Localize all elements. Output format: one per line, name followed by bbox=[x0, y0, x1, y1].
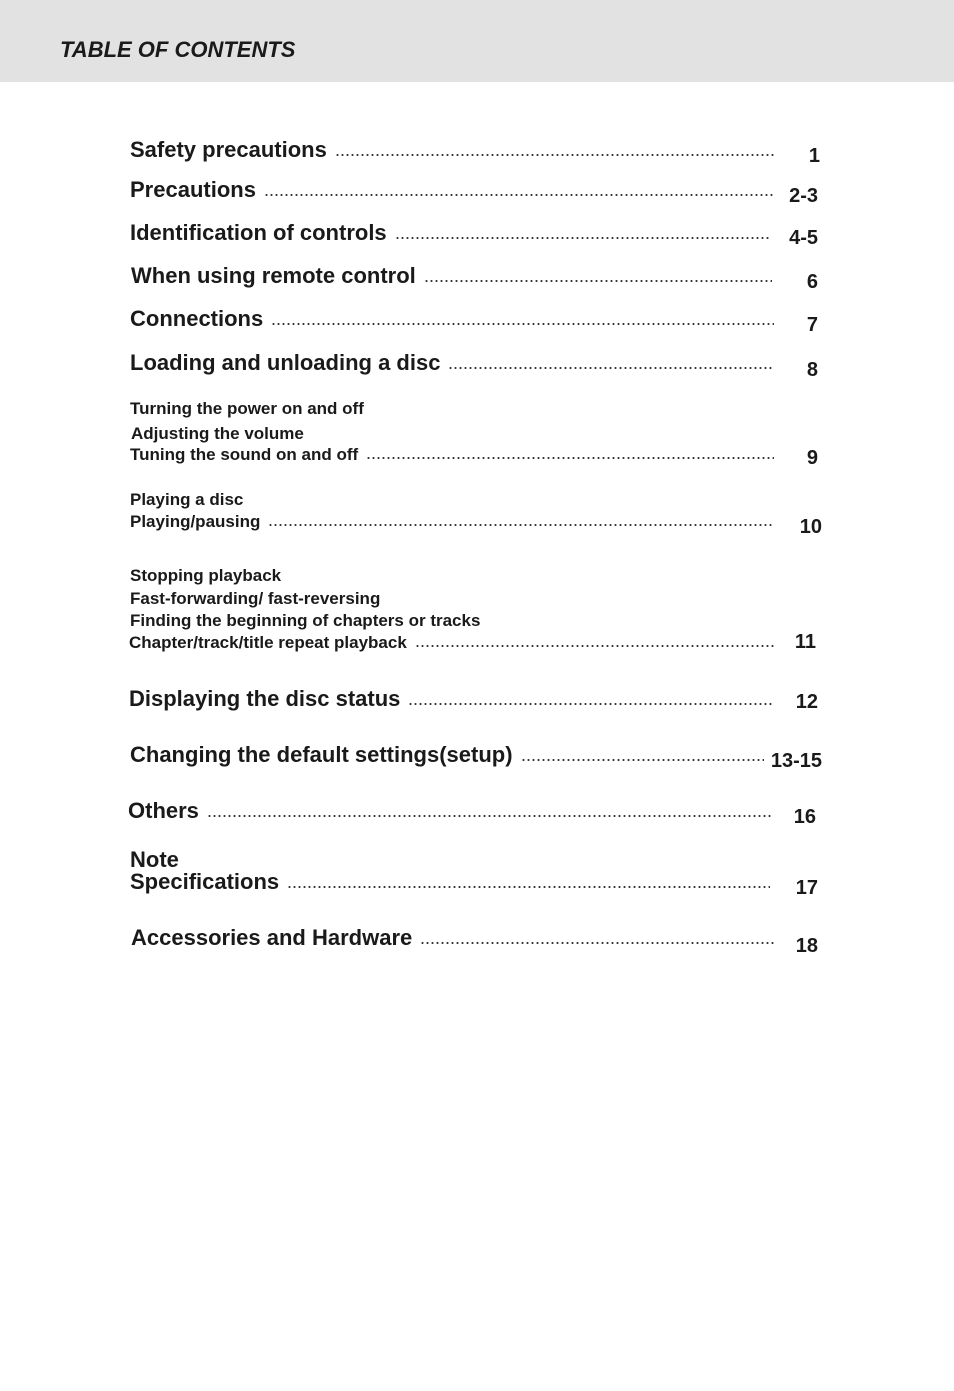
dot-leader bbox=[420, 941, 774, 945]
toc-entry-playing-pausing[interactable] bbox=[130, 511, 774, 532]
toc-entry-accessories[interactable] bbox=[131, 925, 774, 951]
toc-subentry-adjusting-volume[interactable]: Adjusting the volume bbox=[131, 424, 304, 443]
toc-subentry-finding-chapters[interactable]: Finding the beginning of chapters or tracks bbox=[130, 611, 481, 630]
toc-entry-connections[interactable] bbox=[130, 306, 774, 332]
toc-page-number: 18 bbox=[795, 935, 818, 957]
dot-leader bbox=[271, 322, 774, 326]
toc-page-number: 11 bbox=[794, 631, 816, 653]
toc-entry-label: Identification of controls bbox=[130, 220, 387, 245]
toc-entry-disc-status[interactable] bbox=[129, 686, 774, 712]
toc-subentry-note[interactable]: Note bbox=[130, 847, 179, 872]
toc-entry-label: Tuning the sound on and off bbox=[130, 445, 359, 464]
toc-entry-specifications[interactable] bbox=[130, 869, 770, 895]
toc-page-number: 4-5 bbox=[789, 227, 818, 249]
toc-entry-label: Changing the default settings(setup) bbox=[130, 742, 513, 767]
dot-leader bbox=[448, 366, 774, 370]
dot-leader bbox=[268, 523, 774, 527]
toc-subentry-stopping-playback[interactable]: Stopping playback bbox=[130, 566, 282, 585]
toc-entry-label: When using remote control bbox=[131, 263, 416, 288]
toc-entry-remote-control[interactable] bbox=[131, 263, 772, 289]
dot-leader bbox=[415, 644, 774, 648]
page-title: TABLE OF CONTENTS bbox=[60, 37, 296, 62]
dot-leader bbox=[264, 193, 774, 197]
dot-leader bbox=[287, 885, 770, 889]
dot-leader bbox=[366, 456, 774, 460]
toc-subentry-turning-power[interactable]: Turning the power on and off bbox=[130, 399, 364, 418]
dot-leader bbox=[207, 814, 772, 818]
toc-entry-identification-of-controls[interactable] bbox=[130, 220, 770, 246]
toc-page-number: 8 bbox=[806, 359, 818, 381]
toc-entry-label: Accessories and Hardware bbox=[131, 925, 413, 950]
dot-leader bbox=[395, 236, 770, 240]
toc-entry-tuning-sound[interactable] bbox=[130, 444, 774, 465]
toc-page-number: 17 bbox=[795, 877, 818, 899]
toc-page-number: 7 bbox=[806, 314, 818, 336]
dot-leader bbox=[335, 153, 774, 157]
toc-entry-label: Others bbox=[128, 798, 199, 823]
toc-entry-label: Safety precautions bbox=[130, 137, 327, 162]
toc-entry-loading-disc[interactable] bbox=[130, 350, 774, 376]
toc-page-number: 1 bbox=[808, 145, 820, 167]
toc-entry-label: Loading and unloading a disc bbox=[130, 350, 441, 375]
toc-entry-label: Specifications bbox=[130, 869, 280, 894]
toc-page-number: 9 bbox=[806, 447, 818, 469]
toc-entry-label: Playing/pausing bbox=[130, 512, 261, 531]
toc-page-number: 6 bbox=[806, 271, 818, 293]
toc-subentry-playing-disc[interactable]: Playing a disc bbox=[130, 490, 244, 509]
toc-entry-precautions[interactable] bbox=[130, 177, 774, 203]
toc-page-number: 13-15 bbox=[770, 750, 822, 772]
dot-leader bbox=[521, 758, 764, 762]
toc-entry-safety-precautions[interactable] bbox=[130, 137, 774, 163]
dot-leader bbox=[408, 702, 774, 706]
toc-page-number: 2-3 bbox=[789, 185, 818, 207]
toc-entry-label: Chapter/track/title repeat playback bbox=[129, 633, 407, 652]
dot-leader bbox=[424, 279, 772, 283]
toc-page-number: 16 bbox=[793, 806, 816, 828]
toc-entry-label: Displaying the disc status bbox=[129, 686, 401, 711]
toc-subentry-fast-forwarding[interactable]: Fast-forwarding/ fast-reversing bbox=[130, 589, 381, 608]
toc-entry-label: Connections bbox=[130, 306, 264, 331]
toc-entry-others[interactable] bbox=[128, 798, 772, 824]
toc-entry-label: Precautions bbox=[130, 177, 256, 202]
toc-page-number: 12 bbox=[795, 691, 818, 713]
toc-entry-repeat-playback[interactable] bbox=[129, 632, 774, 653]
toc-page-number: 10 bbox=[799, 516, 822, 538]
toc-entry-default-settings[interactable] bbox=[130, 742, 764, 768]
